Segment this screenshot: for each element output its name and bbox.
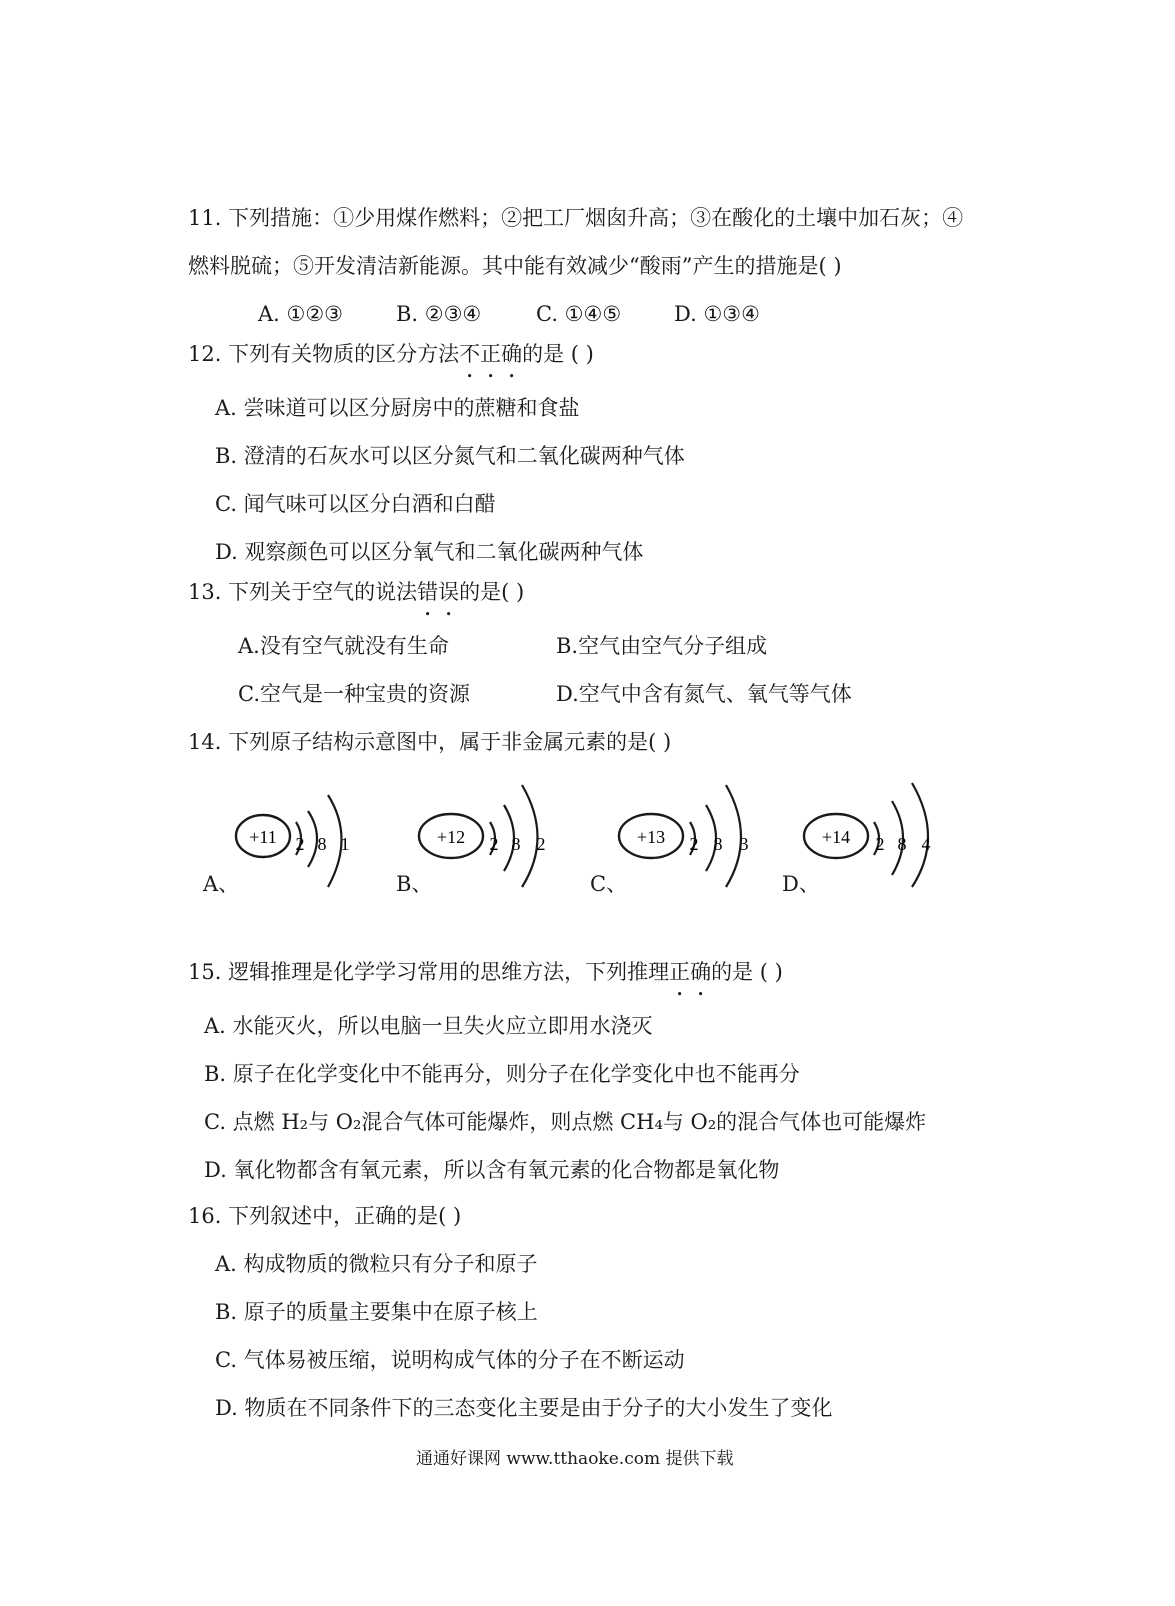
shell-electrons: 2 (536, 834, 546, 854)
nucleus-charge: +14 (821, 827, 851, 847)
q15-option-a: A. 水能灭火，所以电脑一旦失火应立即用水浇灭 (204, 1014, 653, 1038)
q12-option-c: C. 闻气味可以区分白酒和白醋 (215, 492, 496, 516)
q11-line1: 11. 下列措施：①少用煤作燃料；②把工厂烟囱升高；③在酸化的土壤中加石灰；④ (188, 206, 964, 230)
q13-emphasis-char: 误 (438, 580, 460, 604)
q15-option-d: D. 氧化物都含有氧元素，所以含有氧元素的化合物都是氧化物 (204, 1158, 780, 1182)
shell-electrons: 2 (689, 834, 699, 854)
q13-option-b: B.空气由空气分子组成 (556, 634, 768, 658)
shell-electrons: 8 (713, 834, 723, 854)
q12-stem (188, 340, 594, 368)
q14-stem: 14. 下列原子结构示意图中，属于非金属元素的是( ) (188, 730, 672, 754)
q11-line2: 燃料脱硫；⑤开发清洁新能源。其中能有效减少“酸雨”产生的措施是( ) (188, 254, 842, 278)
q12-emphasis-char: 正 (480, 342, 502, 366)
shell-electrons: 1 (340, 834, 350, 854)
shell-electrons: 2 (489, 834, 499, 854)
q11-option-a: A. ①②③ (258, 302, 343, 326)
nucleus-charge: +12 (436, 827, 466, 847)
q12-stem-suffix: 的是 ( ) (522, 342, 594, 366)
shell-electrons: 3 (739, 834, 749, 854)
q15-emphasis-char: 确 (690, 960, 712, 984)
nucleus-charge: +13 (636, 827, 666, 847)
q12-option-a: A. 尝味道可以区分厨房中的蔗糖和食盐 (215, 396, 580, 420)
shell-electrons: 4 (921, 834, 931, 854)
q16-option-c: C. 气体易被压缩，说明构成气体的分子在不断运动 (215, 1348, 685, 1372)
q13-emphasis-char: 错 (417, 580, 439, 604)
q16-option-b: B. 原子的质量主要集中在原子核上 (215, 1300, 538, 1324)
shell-electrons: 8 (511, 834, 521, 854)
q11-option-d: D. ①③④ (674, 302, 760, 326)
q15-emphasis-char: 正 (669, 960, 691, 984)
atom-label-c: C、 (590, 872, 628, 896)
q12-stem-prefix: 12. 下列有关物质的区分方法 (188, 342, 460, 366)
q13-option-d: D.空气中含有氮气、氧气等气体 (556, 682, 852, 706)
q15-option-b: B. 原子在化学变化中不能再分，则分子在化学变化中也不能再分 (204, 1062, 800, 1086)
atom-label-a: A、 (203, 872, 240, 896)
shell-electrons: 8 (897, 834, 907, 854)
q16-option-d: D. 物质在不同条件下的三态变化主要是由于分子的大小发生了变化 (215, 1396, 833, 1420)
q12-emphasis-char: 不 (459, 342, 481, 366)
footer-source: 通通好课网 www.tthaoke.com 提供下载 (416, 1449, 734, 1469)
q13-stem-prefix: 13. 下列关于空气的说法 (188, 580, 418, 604)
atom-label-b: B、 (396, 872, 433, 896)
q12-option-b: B. 澄清的石灰水可以区分氮气和二氧化碳两种气体 (215, 444, 685, 468)
atom-label-d: D、 (782, 872, 820, 896)
q12-emphasis-char: 确 (501, 342, 523, 366)
q15-stem-prefix: 15. 逻辑推理是化学学习常用的思维方法，下列推理 (188, 960, 670, 984)
q11-option-c: C. ①④⑤ (536, 302, 622, 326)
shell-electrons: 2 (295, 834, 305, 854)
q13-stem-suffix: 的是( ) (459, 580, 525, 604)
q16-stem: 16. 下列叙述中，正确的是( ) (188, 1204, 462, 1228)
q11-option-b: B. ②③④ (396, 302, 482, 326)
q15-option-c: C. 点燃 H₂与 O₂混合气体可能爆炸，则点燃 CH₄与 O₂的混合气体也可能爆炸 (204, 1110, 927, 1134)
q13-option-a: A.没有空气就没有生命 (238, 634, 449, 658)
q15-stem (188, 958, 783, 986)
q15-stem-suffix: 的是 ( ) (711, 960, 783, 984)
q16-option-a: A. 构成物质的微粒只有分子和原子 (215, 1252, 538, 1276)
shell-electrons: 2 (875, 834, 885, 854)
q13-stem (188, 578, 524, 606)
q12-option-d: D. 观察颜色可以区分氧气和二氧化碳两种气体 (215, 540, 644, 564)
q13-option-c: C.空气是一种宝贵的资源 (238, 682, 470, 706)
nucleus-charge: +11 (249, 827, 277, 847)
shell-electrons: 8 (317, 834, 327, 854)
